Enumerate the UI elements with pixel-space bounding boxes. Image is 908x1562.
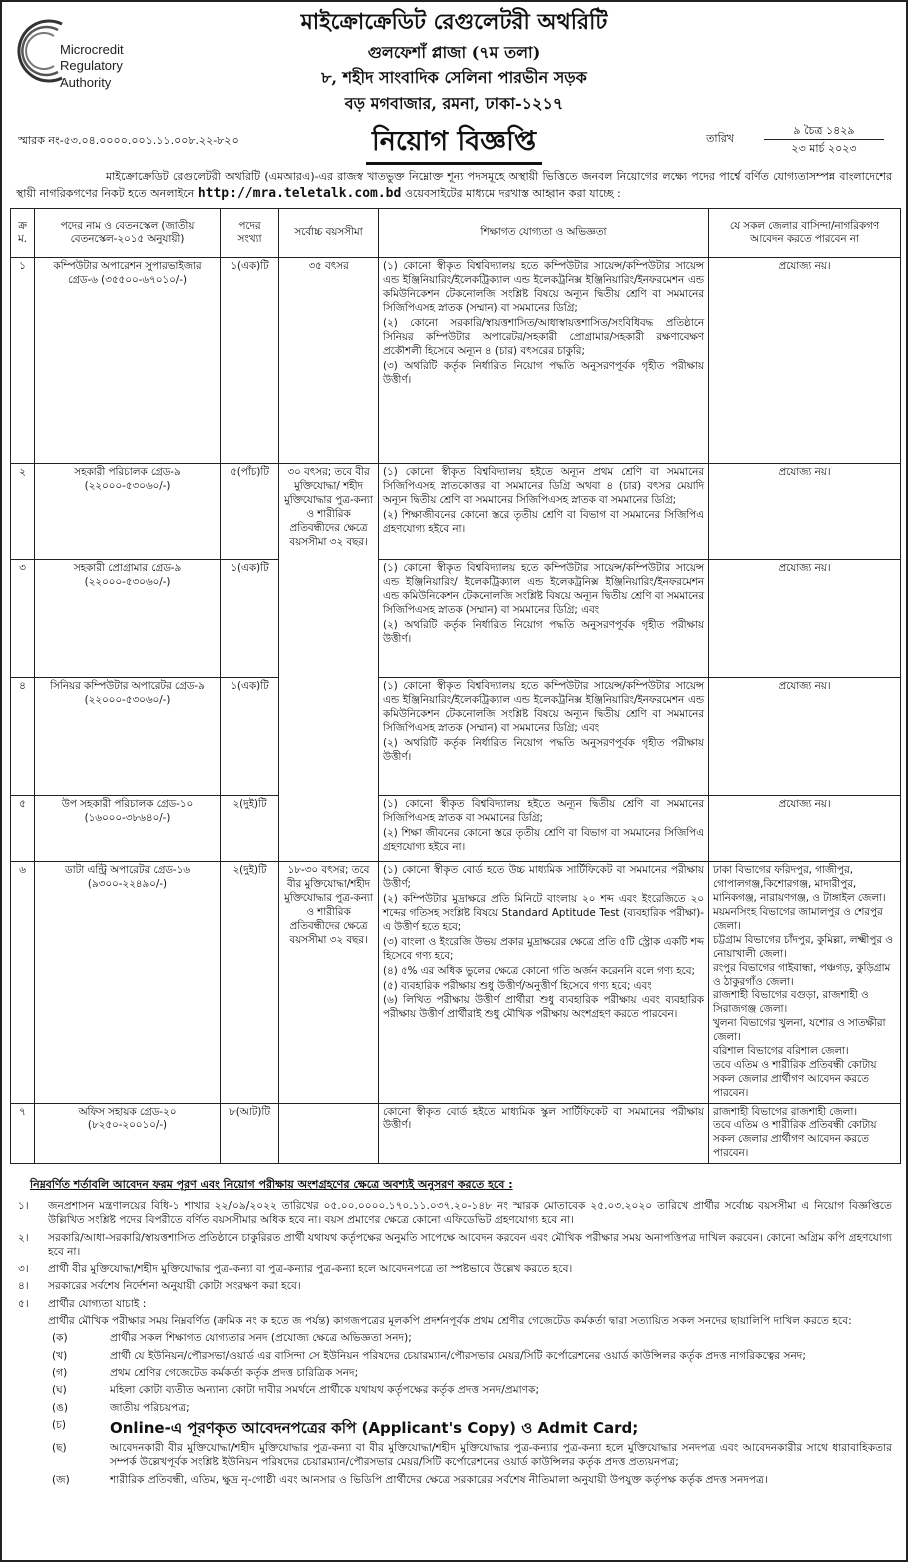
- qualification-item: (২) অথরিটি কর্তৃক নির্ধারিত নিয়োগ পদ্ধতি অনুসরণপূর্বক গৃহীত পরীক্ষায় উত্তীর্ণ।: [383, 736, 704, 763]
- cell-post-name: ডাটা এন্ট্রি অপারেটর গ্রেড-১৬ (৯৩০০-২২৪৯০/-): [35, 862, 221, 1103]
- condition-item: [18, 1279, 892, 1293]
- cell-age-limit: ৩৫ বৎসর: [279, 258, 379, 464]
- table-row: [11, 560, 901, 678]
- cell-qualification: [379, 862, 709, 1103]
- district-line: রাজশাহী বিভাগের রাজশাহী জেলা।: [713, 1105, 858, 1118]
- condition-item: [18, 1297, 892, 1311]
- memo-number: স্মারক নং-৫৩.০৪.০০০০.০০১.১১.০০৮.২২-৮২০: [18, 134, 239, 147]
- cell-post-count: ২(দুই)টি: [221, 862, 279, 1103]
- cell-districts: প্রযোজ্য নয়।: [709, 796, 901, 862]
- org-name: মাইক্রোক্রেডিট রেগুলেটরী অথরিটি: [300, 9, 608, 35]
- qualification-item: (৫) ব্যবহারিক পরীক্ষায় শুধু উত্তীর্ণ/অনুত্তীর্ণ হিসেবে গণ্য হবে; এবং: [383, 979, 652, 992]
- district-line: রংপুর বিভাগের গাইবান্ধা, পঞ্চগড়, কুড়িগ্রাম ও ঠাকুরগাঁও জেলা।: [713, 961, 891, 988]
- address-line: গুলফেশাঁ প্লাজা (৭ম তলা): [367, 42, 541, 62]
- condition-text: প্রার্থীর যোগ্যতা যাচাই :: [48, 1297, 147, 1310]
- cell-post-count: ৫(পাঁচ)টি: [221, 464, 279, 560]
- header-districts: যে সকল জেলার বাসিন্দা/নাগরিকগণ আবেদন করতে পারবেন না: [709, 209, 901, 258]
- header-qualification: শিক্ষাগত যোগ্যতা ও অভিজ্ঞতা: [379, 209, 709, 258]
- verify-intro: [18, 1314, 892, 1328]
- verify-text: প্রার্থীর সকল শিক্ষাগত যোগ্যতার সনদ (প্রযোজ্য ক্ষেত্রে অভিজ্ঞতা সনদ);: [110, 1332, 412, 1345]
- verify-item: [52, 1473, 892, 1487]
- cell-districts: [709, 1103, 901, 1164]
- date-bangla: ৯ চৈত্র ১৪২৯: [764, 124, 884, 140]
- date-block: [706, 124, 884, 157]
- qualification-item: (২) শিক্ষা জীবনের কোনো স্তরে তৃতীয় শ্রেণি বা বিভাগ বা সমমানের সিজিপিএ গ্রহণযোগ্য হইবে না।: [383, 827, 704, 854]
- verify-item: [52, 1441, 892, 1470]
- district-line: রাজশাহী বিভাগের বগুড়া, রাজশাহী ও সিরাজগঞ্জ জেলা।: [713, 989, 869, 1016]
- verify-letter: (ঘ): [52, 1384, 67, 1397]
- condition-text: সরকারের সর্বশেষ নির্দেশনা অনুযায়ী কোটা সংরক্ষণ করা হবে।: [48, 1280, 301, 1293]
- title-text: নিয়োগ বিজ্ঞপ্তি: [366, 124, 542, 165]
- verify-text: শারীরিক প্রতিবন্ধী, এতিম, ক্ষুদ্র নৃ-গোষ্ঠী এবং আনসার ও ভিডিপি প্রার্থীদের ক্ষেত্রে সরকারের সর্বশেষ নীতিমালা অনুযায়ী উপযুক্ত কর্তৃপক্ষ কর্তৃক প্রদত্ত সনদপত্র।: [110, 1473, 768, 1486]
- apply-link[interactable]: http://mra.teletalk.com.bd: [197, 185, 402, 201]
- posts-table: [10, 208, 901, 1164]
- cell-districts: প্রযোজ্য নয়।: [709, 560, 901, 678]
- verify-item: [52, 1383, 892, 1397]
- verify-text: প্রার্থী যে ইউনিয়ন/পৌরসভা/ওয়ার্ড এর বাসিন্দা সে ইউনিয়ন পরিষদের চেয়ারম্যান/পৌরসভার মেয়র/সিটি কর্পোরেশনের ওয়ার্ড কাউন্সিলর কর্তৃক প্রদত্ত নাগরিকত্বের সনদ;: [110, 1349, 806, 1362]
- condition-number: ৪।: [18, 1280, 29, 1293]
- verify-text: মহিলা কোটা ব্যতীত অন্যান্য কোটা দাবীর সমর্থনে প্রার্থীকে যথাযথ কর্তৃপক্ষের কর্তৃক প্রদত্ত সনদ/প্রমাণক;: [110, 1384, 540, 1397]
- verify-text: জাতীয় পরিচয়পত্র;: [110, 1401, 190, 1414]
- header-age-limit: সর্বোচ্চ বয়সসীমা: [279, 209, 379, 258]
- cell-post-count: ২(দুই)টি: [221, 796, 279, 862]
- verify-text: Online-এ পূরণকৃত আবেদনপত্রের কপি (Applicant's Copy) ও Admit Card;: [110, 1418, 639, 1437]
- qualification-item: (১) কোনো স্বীকৃত বিশ্ববিদ্যালয় হতে কম্পিউটার সায়েন্স/কম্পিউটার সায়েন্স এন্ড ইঞ্জিনিয়ারিং/ ইলেকট্রিক্যাল এন্ড ইলেকট্রনিক্স ইঞ্জিনিয়ারিং/ইনফরমেশন এন্ড কমিউনিকেশন টেকনোলজি সংশ্লিষ্ট বিষয়ে অন্যূন দ্বিতীয় শ্রেণি বা সমমানের সিজিপিএসহ স্নাতক (সম্মান) বা সমমানের ডিগ্রি; এবং: [383, 562, 704, 617]
- org-block: [2, 8, 906, 114]
- verify-letter: (ছ): [52, 1442, 67, 1455]
- qualification-item: (৪) ৫% এর অধিক ভুলের ক্ষেত্রে কোনো গতি অর্জন করেননি বলে গণ্য হবে;: [383, 964, 695, 977]
- logo-line: Authority: [60, 74, 112, 90]
- district-line: চট্টগ্রাম বিভাগের চাঁদপুর, কুমিল্লা, লক্ষ্মীপুর ও নোয়াখালী জেলা।: [713, 933, 893, 960]
- cell-post-count: ১(এক)টি: [221, 258, 279, 464]
- condition-number: ৩।: [18, 1263, 29, 1276]
- cell-districts: প্রযোজ্য নয়।: [709, 464, 901, 560]
- qualification-item: (৬) লিখিত পরীক্ষায় উত্তীর্ণ প্রার্থীরা শুধু ব্যবহারিক পরীক্ষায় এবং ব্যবহারিক পরীক্ষায় উত্তীর্ণ প্রার্থীরাই শুধু মৌখিক পরীক্ষায় অংশগ্রহণ করতে পারবেন।: [383, 994, 704, 1021]
- cell-qualification: [379, 464, 709, 560]
- verify-item: [52, 1401, 892, 1415]
- verify-item: [52, 1366, 892, 1380]
- verify-text: প্রথম শ্রেণির গেজেটেড কর্মকর্তা কর্তৃক প্রদত্ত চারিত্রিক সনদ;: [110, 1366, 359, 1379]
- verify-item: [52, 1349, 892, 1363]
- qualification-item: (৩) অথরিটি কর্তৃক নির্ধারিত নিয়োগ পদ্ধতি অনুসরণপূর্বক গৃহীত পরীক্ষায় উত্তীর্ণ।: [383, 359, 704, 386]
- intro-tail: ওয়েবসাইটের মাধ্যমে দরখাস্ত আহ্বান করা যাচ্ছে :: [404, 186, 621, 200]
- verify-text: আবেদনকারী বীর মুক্তিযোদ্ধা/শহীদ মুক্তিযোদ্ধার পুত্র-কন্যা বা বীর মুক্তিযোদ্ধা/শহীদ মুক্তিযোদ্ধার পুত্র-কন্যার পুত্র-কন্যা হলে মুক্তিযোদ্ধার সনদপত্র এবং আবেদনকারীর সাথে ধারাবাহিকতার সম্পর্ক উল্লেখপূর্বক সংশ্লিষ্ট ইউনিয়ন পরিষদের চেয়ারম্যান/পৌরসভার মেয়র/সিটি কর্পোরেশনের ওয়ার্ড কাউন্সিলর কর্তৃক প্রদত্ত প্রত্যয়নপত্র;: [110, 1442, 892, 1469]
- cell-post-name: সহকারী প্রোগ্রামার গ্রেড-৯ (২২০০০-৫৩০৬০/-): [35, 560, 221, 678]
- logo-line: Regulatory: [60, 58, 123, 74]
- table-row: [11, 678, 901, 796]
- intro-text: মাইক্রোক্রেডিট রেগুলেটরী অথরিটি (এমআরএ)-এর রাজস্ব খাতভুক্ত নিম্নোক্ত শূন্য পদসমূহে অস্থায়ী ভিত্তিতে জনবল নিয়োগের লক্ষ্যে পদের পার্শ্বে বর্ণিত যোগ্যতাসম্পন্ন বাংলাদেশের স্থায়ী নাগরিকগণের নিকট হতে অনলাইনে: [16, 170, 892, 200]
- cell-sl: ৫: [11, 796, 35, 862]
- cell-sl: ৩: [11, 560, 35, 678]
- table-row: [11, 796, 901, 862]
- qualification-item: (২) শিক্ষাজীবনের কোনো স্তরে তৃতীয় শ্রেণি বা বিভাগ বা সমমানের সিজিপিএ গ্রহণযোগ্য হইবে না।: [383, 509, 704, 535]
- table-row: [11, 464, 901, 560]
- address-line: ৮, শহীদ সাংবাদিক সেলিনা পারভীন সড়ক: [321, 68, 587, 88]
- cell-post-name: কম্পিউটার অপারেশন সুপারভাইজার গ্রেড-৬ (৩৫৫০০-৬৭০১০/-): [35, 258, 221, 464]
- district-line: বরিশাল বিভাগের বরিশাল জেলা।: [713, 1044, 849, 1057]
- condition-number: ৫।: [18, 1297, 29, 1310]
- cell-districts: [709, 862, 901, 1103]
- table-header-row: [11, 209, 901, 258]
- condition-item: [18, 1262, 892, 1276]
- cell-post-count: ৮(আট)টি: [221, 1103, 279, 1164]
- header-post-count: পদের সংখ্যা: [221, 209, 279, 258]
- cell-qualification: [379, 678, 709, 796]
- cell-sl: ৪: [11, 678, 35, 796]
- cell-districts: প্রযোজ্য নয়।: [709, 678, 901, 796]
- qualification-item: (২) কম্পিউটার মুদ্রাক্ষরে প্রতি মিনিটে বাংলায় ২০ শব্দ এবং ইংরেজিতে ২০ শব্দের গতিসহ সংশ্লিষ্ট বিষয়ে Standard Aptitude Test (ব্যবহারিক পরীক্ষা)-এ উত্তীর্ণ হতে হবে;: [383, 893, 704, 933]
- district-line: তবে এতিম ও শারীরিক প্রতিবন্ধী কোটায় সকল জেলার প্রার্থীগণ আবেদন করতে পারবেন।: [713, 1058, 877, 1099]
- cell-sl: ৭: [11, 1103, 35, 1164]
- table-row: [11, 1103, 901, 1164]
- header: [2, 2, 906, 120]
- condition-item: [18, 1231, 892, 1260]
- verify-letter: (গ): [52, 1366, 68, 1379]
- cell-qualification: [379, 796, 709, 862]
- qualification-item: (১) কোনো স্বীকৃত বোর্ড হতে উচ্চ মাধ্যমিক সার্টিফিকেট বা সমমানের পরীক্ষায় উত্তীর্ণ;: [383, 864, 704, 891]
- cell-sl: ২: [11, 464, 35, 560]
- qualification-item: (১) কোনো স্বীকৃত বিশ্ববিদ্যালয় হতে কম্পিউটার সায়েন্স/কম্পিউটার সায়েন্স এন্ড ইঞ্জিনিয়ারিং/ইলেকট্রিক্যাল এন্ড ইলেকট্রনিক্স ইঞ্জিনিয়ারিং/ইনফরমেশন এন্ড কমিউনিকেশন টেকনোলজি সংশ্লিষ্ট বিষয়ে অন্যূন দ্বিতীয় শ্রেণি বা সমমানের সিজিপিএসহ স্নাতক (সম্মান) বা সমমানের ডিগ্রি; এবং: [383, 680, 704, 735]
- cell-sl: ৬: [11, 862, 35, 1103]
- condition-text: প্রার্থী বীর মুক্তিযোদ্ধা/শহীদ মুক্তিযোদ্ধার পুত্র-কন্যা বা পুত্র-কন্যার পুত্র-কন্যা হলে আবেদনপত্রে তা স্পষ্টভাবে উল্লেখ করতে হবে।: [48, 1263, 573, 1276]
- logo-line: Microcredit: [60, 42, 124, 57]
- meta-row: [2, 120, 906, 166]
- cell-age-limit: ১৮-৩০ বৎসর; তবে বীর মুক্তিযোদ্ধা/শহীদ মুক্তিযোদ্ধার পুত্র-কন্যা ও শারীরিক প্রতিবন্ধীদের ক্ষেত্রে বয়সসীমা ৩২ বছর।: [279, 862, 379, 1103]
- verify-letter: (ঙ): [52, 1401, 69, 1414]
- condition-item: [18, 1199, 892, 1228]
- cell-post-name: সহকারী পরিচালক গ্রেড-৯ (২২০০০-৫৩০৬০/-): [35, 464, 221, 560]
- verify-letter: (ক): [52, 1332, 68, 1345]
- cell-age-limit: ৩০ বৎসর; তবে বীর মুক্তিযোদ্ধা/ শহীদ মুক্তিযোদ্ধার পুত্র-কন্যা ও শারীরিক প্রতিবন্ধীদের ক্ষেত্রে বয়সসীমা ৩২ বছর।: [279, 464, 379, 862]
- cell-districts: প্রযোজ্য নয়।: [709, 258, 901, 464]
- condition-text: সরকারি/আধা-সরকারি/স্বায়ত্তশাসিত প্রতিষ্ঠানে চাকুরিরত প্রার্থী যথাযথ কর্তৃপক্ষের অনুমতি সাপেক্ষে আবেদন করবেন এবং মৌখিক পরীক্ষার সময় অনাপত্তিপত্র দাখিল করবেন। কোনো অগ্রিম কপি গ্রহণযোগ্য হবে না।: [48, 1231, 892, 1258]
- condition-text: জনপ্রশাসন মন্ত্রণালয়ের বিধি-১ শাখার ২২/০৯/২০২২ তারিখের ০৫.০০.০০০০.১৭০.১১.০৩৭.২০-১৪৮ নং স্মারক মোতাবেক ২৫.০৩.২০২০ তারিখে প্রার্থীর সর্বোচ্চ বয়সসীমা এ নিয়োগ বিজ্ঞপ্তিতে উল্লিখিত সংশ্লিষ্ট পদের বিপরীতে বর্ণিত বয়সসীমার অধিক হবে না। বয়স প্রমাণের ক্ষেত্রে কোনো এফিডেভিট গ্রহণযোগ্য হবে না।: [48, 1199, 892, 1227]
- header-sl: ক্র ম.: [11, 209, 35, 258]
- cell-qualification: [379, 1103, 709, 1164]
- cell-post-name: উপ সহকারী পরিচালক গ্রেড-১০ (১৬০০০-৩৮৬৪০/-): [35, 796, 221, 862]
- date-english: ২৩ মার্চ ২০২৩: [791, 141, 857, 155]
- intro-paragraph: [16, 170, 892, 202]
- verify-letter: (খ): [52, 1349, 68, 1362]
- district-line: খুলনা বিভাগের খুলনা, যশোর ও সাতক্ষীরা জেলা।: [713, 1017, 886, 1044]
- district-line: ময়মনসিংহ বিভাগের জামালপুর ও শেরপুর জেলা।: [713, 906, 883, 932]
- district-line: তবে এতিম ও শারীরিক প্রতিবন্ধী কোটায় সকল জেলার প্রার্থীগণ আবেদন করতে পারবেন।: [713, 1119, 877, 1160]
- qualification-item: (২) অথরিটি কর্তৃক নির্ধারিত নিয়োগ পদ্ধতি অনুসরণপূর্বক গৃহীত পরীক্ষায় উত্তীর্ণ।: [383, 618, 704, 645]
- verify-item: [52, 1418, 892, 1438]
- cell-age-limit: [279, 1103, 379, 1164]
- header-post-name: পদের নাম ও বেতনস্কেল (জাতীয় বেতনস্কেল-২০১৫ অনুযায়ী): [35, 209, 221, 258]
- verify-intro-text: প্রার্থীর মৌখিক পরীক্ষার সময় নিম্নবর্ণিত (ক্রমিক নং ক হতে জ পর্যন্ত) কাগজপত্রের মূলকপি প্রদর্শনপূর্বক প্রথম শ্রেণীর গেজেটেড কর্মকর্তা দ্বারা সত্যায়িত সকল সনদের ছায়ালিপি দাখিল করতে হবে:: [48, 1315, 852, 1328]
- qualification-item: (১) কোনো স্বীকৃত বিশ্ববিদ্যালয় হইতে অন্যূন প্রথম শ্রেণি বা সমমানের সিজিপিএসহ স্নাতকোত্তর বা সমমানের ডিগ্রি অথবা ৪ (চার) বৎসর মেয়াদি অন্যূন দ্বিতীয় শ্রেণি বা সমমানের সিজিপিএসহ স্নাতক বা সমমানের ডিগ্রি;: [383, 466, 704, 507]
- table-row: [11, 862, 901, 1103]
- condition-number: ১।: [18, 1199, 29, 1212]
- cell-post-count: ১(এক)টি: [221, 678, 279, 796]
- verify-letter: (চ): [52, 1418, 66, 1431]
- qualification-item: (২) কোনো সরকারি/স্বায়ত্তশাসিত/আধাস্বায়ত্তশাসিত/সংবিধিবদ্ধ প্রতিষ্ঠানে সিনিয়র কম্পিউটার অপারেটর/সহকারী প্রোগ্রামার/সহকারী রক্ষণাবেক্ষণ প্রকৌশলী হিসেবে অন্যূন ৪ (চার) বৎসরের চাকুরি;: [383, 316, 704, 357]
- district-line: ঢাকা বিভাগের ফরিদপুর, গাজীপুর, গোপালগঞ্জ,কিশোরগঞ্জ, মাদারীপুর, মানিকগঞ্জ, নারায়ণগঞ্জ, ও টাঙ্গাইল জেলা।: [713, 864, 886, 905]
- date-label: তারিখ: [706, 132, 734, 145]
- qualification-item: (১) কোনো স্বীকৃত বিশ্ববিদ্যালয় হতে কম্পিউটার সায়েন্স/কম্পিউটার সায়েন্স এন্ড ইঞ্জিনিয়ারিং/ইলেকট্রিক্যাল এন্ড ইলেকট্রনিক্স ইঞ্জিনিয়ারিং/ইনফরমেশন এন্ড কমিউনিকেশন টেকনোলজি সংশ্লিষ্ট বিষয়ে অন্যূন দ্বিতীয় শ্রেণি বা সমমানের সিজিপিএসহ স্নাতক (সম্মান) বা সমমানের ডিগ্রি;: [383, 260, 704, 315]
- condition-number: ২।: [18, 1231, 29, 1244]
- qualification-item: কোনো স্বীকৃত বোর্ড হইতে মাধ্যমিক স্কুল সার্টিফিকেট বা সমমানের পরীক্ষায় উত্তীর্ণ।: [383, 1105, 704, 1132]
- qualification-item: (১) কোনো স্বীকৃত বিশ্ববিদ্যালয় হইতে অন্যূন দ্বিতীয় শ্রেণি বা সমমানের সিজিপিএসহ স্নাতক বা সমমানের ডিগ্রি;: [383, 798, 704, 825]
- cell-qualification: [379, 560, 709, 678]
- qualification-item: (৩) বাংলা ও ইংরেজি উভয় প্রকার মুদ্রাক্ষরের ক্ষেত্রে প্রতি ৫টি স্ট্রোক একটি শব্দ হিসেবে গণ্য হবে;: [383, 935, 704, 962]
- table-row: [11, 258, 901, 464]
- verify-item: [52, 1331, 892, 1345]
- conditions-heading: নিম্নবর্ণিত শর্তাবলি আবেদন ফরম পূরণ এবং নিয়োগ পরীক্ষায় অংশগ্রহণের ক্ষেত্রে অবশ্যই অনুসরণ করতে হবে :: [30, 1178, 513, 1192]
- cell-sl: ১: [11, 258, 35, 464]
- cell-qualification: [379, 258, 709, 464]
- cell-post-name: অফিস সহায়ক গ্রেড-২০ (৮২৫০-২০০১০/-): [35, 1103, 221, 1164]
- cell-post-name: সিনিয়র কম্পিউটার অপারেটর গ্রেড-৯ (২২০০০-৫৩০৬০/-): [35, 678, 221, 796]
- address-line: বড় মগবাজার, রমনা, ঢাকা-১২১৭: [344, 93, 564, 113]
- verify-letter: (জ): [52, 1473, 70, 1486]
- cell-post-count: ১(এক)টি: [221, 560, 279, 678]
